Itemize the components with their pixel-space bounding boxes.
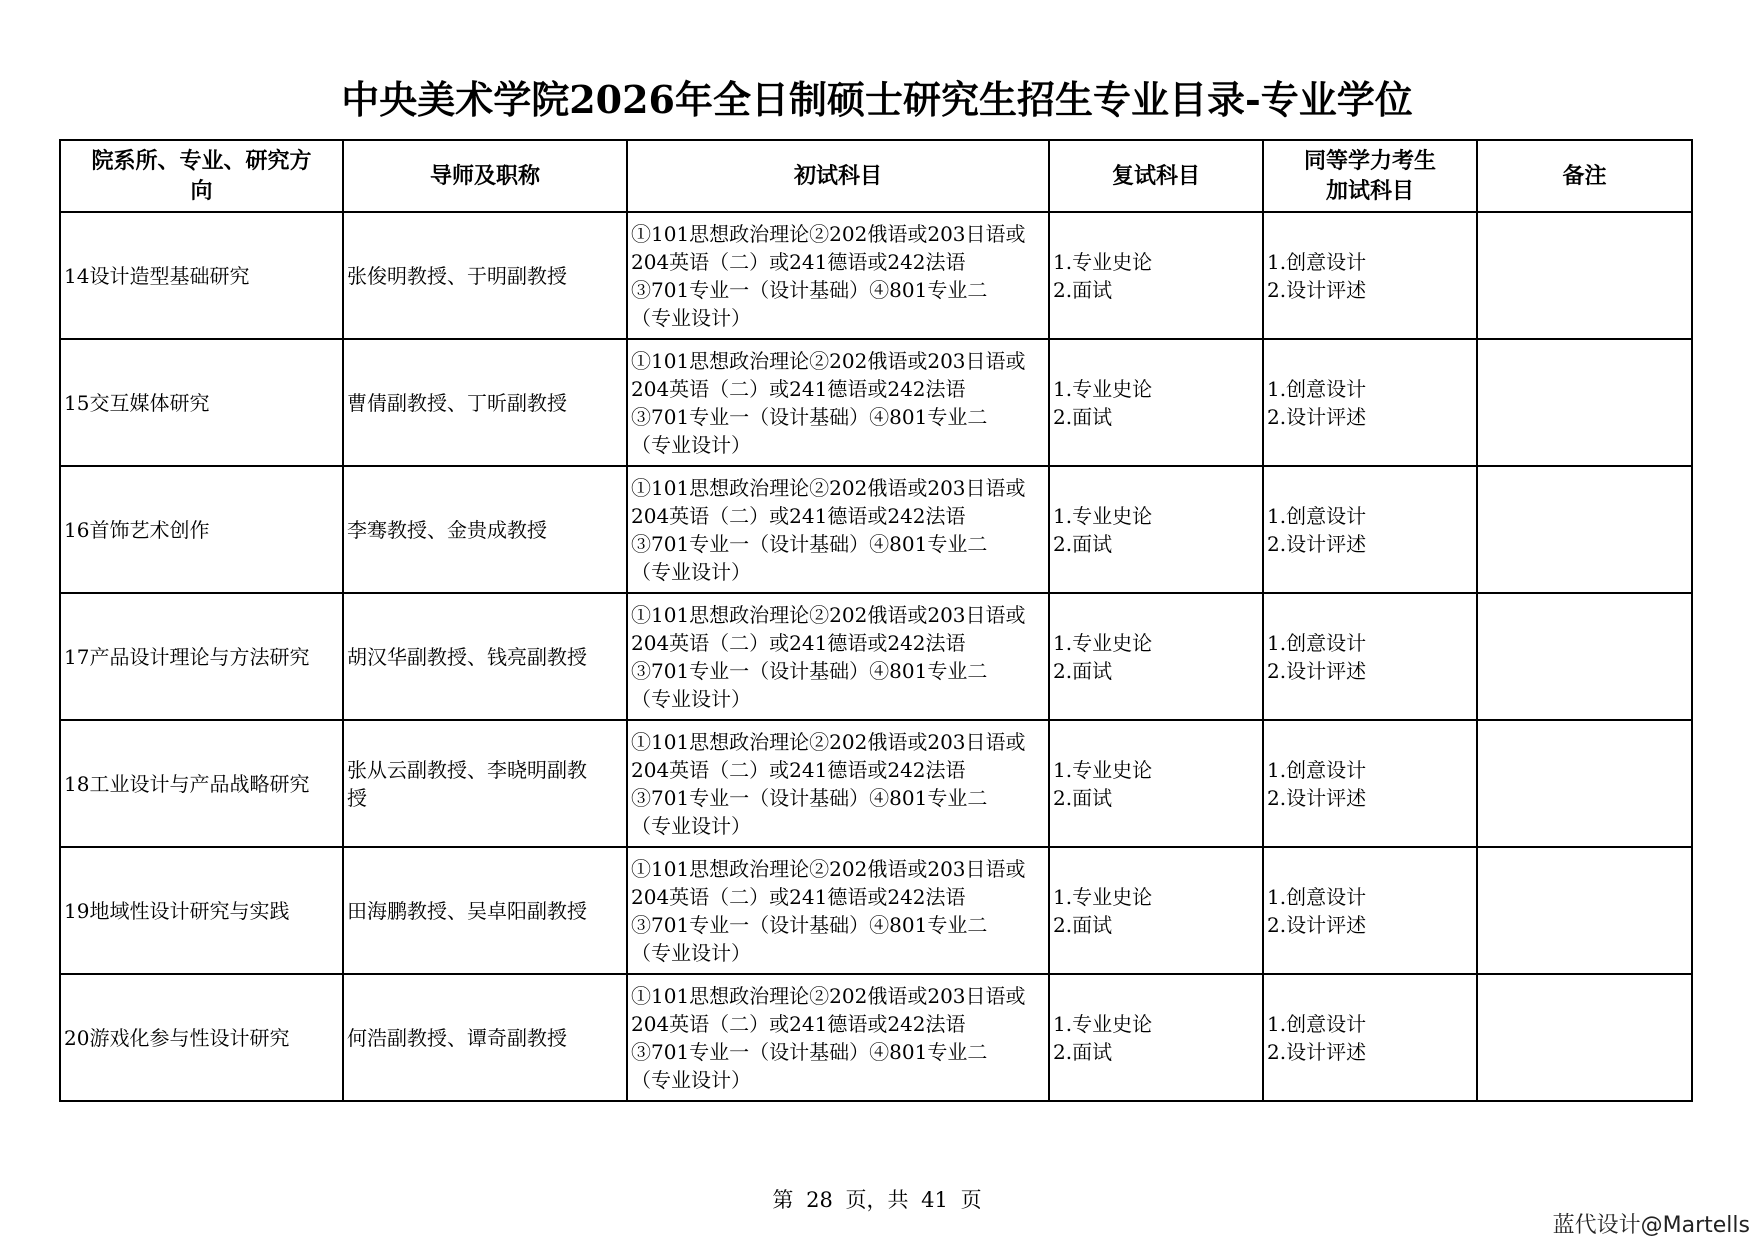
header-department: 院系所、专业、研究方 向 [60, 140, 343, 212]
cell-prelim-subjects-line: （专业设计） [631, 813, 751, 838]
cell-prelim-subjects-line: ①101思想政治理论②202俄语或203日语或 [631, 602, 1026, 627]
cell-prelim-subjects-line: ③701专业一（设计基础）④801专业二 [631, 1039, 988, 1064]
table-row [60, 339, 1692, 466]
cell-prelim-subjects-line: 204英语（二）或241德语或242法语 [631, 376, 966, 401]
cell-prelim-subjects-line: 204英语（二）或241德语或242法语 [631, 630, 966, 655]
cell-prelim-subjects-line: 204英语（二）或241德语或242法语 [631, 503, 966, 528]
cell-retest-subjects-line: 2.面试 [1053, 658, 1113, 683]
document-title: 中央美术学院2026年全日制硕士研究生招生专业目录-专业学位 [341, 77, 1413, 122]
cell-extra-subjects [1263, 466, 1477, 593]
cell-supervisors-line: 胡汉华副教授、钱亮副教授 [347, 644, 587, 669]
cell-notes [1477, 974, 1692, 1101]
watermark: 蓝代设计@Martells [1552, 1213, 1750, 1238]
cell-direction: 17产品设计理论与方法研究 [60, 593, 343, 720]
cell-prelim-subjects [627, 720, 1049, 847]
cell-retest-subjects [1049, 974, 1263, 1101]
cell-supervisors-line: 何浩副教授、谭奇副教授 [347, 1025, 567, 1050]
cell-retest-subjects [1049, 212, 1263, 339]
table-row [60, 974, 1692, 1101]
cell-retest-subjects [1049, 847, 1263, 974]
cell-supervisors [343, 339, 627, 466]
cell-prelim-subjects-line: ①101思想政治理论②202俄语或203日语或 [631, 475, 1026, 500]
cell-notes [1477, 466, 1692, 593]
cell-retest-subjects-line: 1.专业史论 [1053, 884, 1153, 909]
cell-extra-subjects [1263, 212, 1477, 339]
cell-prelim-subjects-line: 204英语（二）或241德语或242法语 [631, 1011, 966, 1036]
cell-supervisors-line: 田海鹏教授、吴卓阳副教授 [347, 898, 587, 923]
cell-extra-subjects [1263, 974, 1477, 1101]
header-retest-subjects: 复试科目 [1049, 140, 1263, 212]
header-prelim-subjects: 初试科目 [627, 140, 1049, 212]
cell-prelim-subjects-line: ①101思想政治理论②202俄语或203日语或 [631, 729, 1026, 754]
table-row [60, 212, 1692, 339]
cell-retest-subjects-line: 1.专业史论 [1053, 757, 1153, 782]
cell-prelim-subjects-line: （专业设计） [631, 1067, 751, 1092]
table-row [60, 720, 1692, 847]
table-row [60, 593, 1692, 720]
cell-prelim-subjects-line: ③701专业一（设计基础）④801专业二 [631, 912, 988, 937]
cell-extra-subjects [1263, 339, 1477, 466]
cell-prelim-subjects-line: ①101思想政治理论②202俄语或203日语或 [631, 856, 1026, 881]
cell-extra-subjects [1263, 720, 1477, 847]
cell-retest-subjects-line: 1.专业史论 [1053, 249, 1153, 274]
cell-prelim-subjects [627, 847, 1049, 974]
cell-notes [1477, 720, 1692, 847]
cell-prelim-subjects-line: （专业设计） [631, 559, 751, 584]
table-row [60, 466, 1692, 593]
cell-prelim-subjects-line: ③701专业一（设计基础）④801专业二 [631, 277, 988, 302]
cell-prelim-subjects [627, 339, 1049, 466]
cell-retest-subjects [1049, 720, 1263, 847]
cell-supervisors [343, 466, 627, 593]
cell-supervisors [343, 212, 627, 339]
cell-extra-subjects-line: 1.创意设计 [1267, 376, 1367, 401]
cell-prelim-subjects [627, 466, 1049, 593]
cell-prelim-subjects [627, 974, 1049, 1101]
cell-supervisors-line: 授 [347, 785, 367, 810]
cell-prelim-subjects-line: （专业设计） [631, 432, 751, 457]
cell-prelim-subjects-line: 204英语（二）或241德语或242法语 [631, 884, 966, 909]
cell-direction: 20游戏化参与性设计研究 [60, 974, 343, 1101]
cell-retest-subjects [1049, 339, 1263, 466]
cell-prelim-subjects-line: ③701专业一（设计基础）④801专业二 [631, 531, 988, 556]
cell-direction: 18工业设计与产品战略研究 [60, 720, 343, 847]
cell-extra-subjects-line: 2.设计评述 [1267, 277, 1367, 302]
cell-retest-subjects-line: 2.面试 [1053, 912, 1113, 937]
cell-extra-subjects-line: 2.设计评述 [1267, 658, 1367, 683]
cell-prelim-subjects-line: ③701专业一（设计基础）④801专业二 [631, 404, 988, 429]
cell-extra-subjects [1263, 593, 1477, 720]
cell-prelim-subjects-line: ③701专业一（设计基础）④801专业二 [631, 785, 988, 810]
cell-extra-subjects-line: 2.设计评述 [1267, 531, 1367, 556]
cell-prelim-subjects-line: ①101思想政治理论②202俄语或203日语或 [631, 983, 1026, 1008]
header-notes: 备注 [1477, 140, 1692, 212]
table-body [60, 212, 1692, 1101]
cell-direction: 19地域性设计研究与实践 [60, 847, 343, 974]
cell-prelim-subjects-line: ①101思想政治理论②202俄语或203日语或 [631, 348, 1026, 373]
cell-prelim-subjects-line: 204英语（二）或241德语或242法语 [631, 249, 966, 274]
cell-prelim-subjects [627, 593, 1049, 720]
cell-extra-subjects-line: 1.创意设计 [1267, 1011, 1367, 1036]
page-number: 第 28 页，共 41 页 [772, 1188, 982, 1212]
cell-extra-subjects-line: 1.创意设计 [1267, 630, 1367, 655]
cell-supervisors [343, 847, 627, 974]
cell-retest-subjects-line: 1.专业史论 [1053, 1011, 1153, 1036]
cell-extra-subjects-line: 2.设计评述 [1267, 912, 1367, 937]
cell-direction: 14设计造型基础研究 [60, 212, 343, 339]
cell-retest-subjects-line: 2.面试 [1053, 785, 1113, 810]
cell-prelim-subjects-line: ①101思想政治理论②202俄语或203日语或 [631, 221, 1026, 246]
cell-extra-subjects-line: 1.创意设计 [1267, 503, 1367, 528]
cell-retest-subjects-line: 1.专业史论 [1053, 376, 1153, 401]
cell-direction: 15交互媒体研究 [60, 339, 343, 466]
cell-notes [1477, 593, 1692, 720]
cell-extra-subjects-line: 1.创意设计 [1267, 249, 1367, 274]
cell-prelim-subjects-line: （专业设计） [631, 686, 751, 711]
cell-notes [1477, 212, 1692, 339]
cell-prelim-subjects [627, 212, 1049, 339]
header-row [60, 140, 1692, 212]
cell-extra-subjects-line: 2.设计评述 [1267, 785, 1367, 810]
cell-retest-subjects-line: 2.面试 [1053, 531, 1113, 556]
cell-supervisors [343, 974, 627, 1101]
cell-supervisors-line: 李骞教授、金贵成教授 [347, 517, 547, 542]
cell-extra-subjects [1263, 847, 1477, 974]
cell-retest-subjects-line: 1.专业史论 [1053, 630, 1153, 655]
cell-extra-subjects-line: 1.创意设计 [1267, 757, 1367, 782]
cell-retest-subjects-line: 2.面试 [1053, 277, 1113, 302]
cell-direction: 16首饰艺术创作 [60, 466, 343, 593]
cell-supervisors-line: 张从云副教授、李晓明副教 [347, 757, 587, 782]
cell-retest-subjects-line: 2.面试 [1053, 404, 1113, 429]
table-row [60, 847, 1692, 974]
header-supervisors: 导师及职称 [343, 140, 627, 212]
cell-retest-subjects [1049, 593, 1263, 720]
cell-prelim-subjects-line: 204英语（二）或241德语或242法语 [631, 757, 966, 782]
cell-supervisors [343, 593, 627, 720]
cell-notes [1477, 339, 1692, 466]
cell-extra-subjects-line: 1.创意设计 [1267, 884, 1367, 909]
cell-notes [1477, 847, 1692, 974]
cell-supervisors-line: 张俊明教授、于明副教授 [347, 263, 567, 288]
cell-extra-subjects-line: 2.设计评述 [1267, 404, 1367, 429]
cell-extra-subjects-line: 2.设计评述 [1267, 1039, 1367, 1064]
cell-prelim-subjects-line: ③701专业一（设计基础）④801专业二 [631, 658, 988, 683]
cell-retest-subjects [1049, 466, 1263, 593]
cell-supervisors-line: 曹倩副教授、丁昕副教授 [347, 390, 567, 415]
cell-prelim-subjects-line: （专业设计） [631, 940, 751, 965]
header-extra-subjects: 同等学力考生 加试科目 [1263, 140, 1477, 212]
cell-supervisors [343, 720, 627, 847]
catalog-table [59, 139, 1693, 1102]
cell-retest-subjects-line: 2.面试 [1053, 1039, 1113, 1064]
cell-retest-subjects-line: 1.专业史论 [1053, 503, 1153, 528]
cell-prelim-subjects-line: （专业设计） [631, 305, 751, 330]
